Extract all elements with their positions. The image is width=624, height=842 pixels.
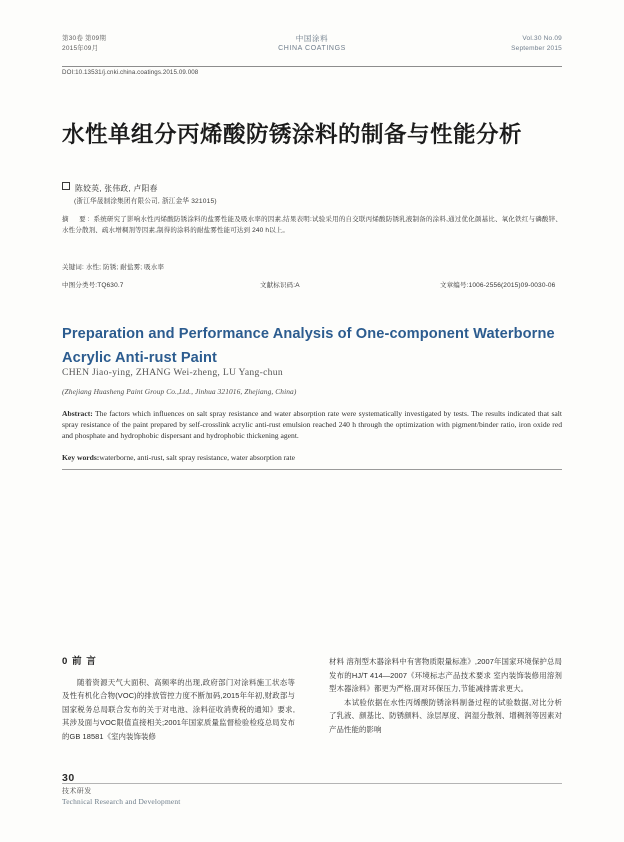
abstract-cn-label: 摘 要: — [62, 216, 92, 223]
authors-cn — [62, 182, 158, 194]
issue-date-en: September 2015 — [511, 45, 562, 52]
authors-en: CHEN Jiao-ying, ZHANG Wei-zheng, LU Yang-chun — [62, 367, 283, 378]
abstract-en-text: The factors which influences on salt spray resistance and water absorption rate were systematically investigated by tests. The results indicated that salt spray resistance of the paint prepared by self-crosslink acrylic anti-rust emulsion reached 240 h through the optimization with pigment/binder ratio, iron oxide red and phosphate and hydrophobic dispersant and hydrophobic thickening agent. — [62, 409, 562, 441]
volume-issue-en: Vol.30 No.09 — [522, 35, 562, 42]
article-id — [440, 280, 555, 289]
volume-issue: 第30卷 第09期 — [62, 35, 107, 42]
footer-label-cn: 技术研发 — [62, 788, 92, 795]
affiliation-cn: (浙江华晟制涂集团有限公司, 浙江金华 321015) — [74, 198, 217, 205]
classification-codes — [62, 280, 562, 292]
abstract-cn-text: 系统研究了影响水性丙烯酸防锈涂料的盐雾性能及吸水率的因素,结果表明:试验采用的自交联丙烯酸防锈乳液制备的涂料,通过优化颜基比、氧化铁红与磷酸锌、水性分散剂、疏水增稠剂等因素,制得的涂料的耐盐雾性能可达到 240 h以上。 — [62, 216, 562, 235]
doi-text: DOI:10.13531/j.cnki.china.coatings.2015.09.008 — [62, 69, 199, 76]
clc-label: 中图分类号: — [62, 282, 98, 289]
document-code-value: A — [295, 282, 300, 289]
body-paragraph-1: 随着资源天气大面积、高频率的出现,政府部门对涂料施工状态等及性有机化合物(VOC)的排放管控力度不断加码,2015年年初,财政部与国家税务总局联合发布的关于对电池、涂料征收消费税的通知》要求,其涉及面与VOC限值直接相关;2001年国家质量监督检验检疫总局发布的GB 18581《室内装饰装修 — [62, 677, 295, 741]
bullet-square-icon — [62, 182, 70, 190]
abstract-cn — [62, 214, 562, 237]
section-heading: 0 前 言 — [62, 656, 97, 667]
article-id-value: 1006-2556(2015)09-0030-06 — [468, 282, 556, 289]
header-divider — [62, 66, 562, 67]
keywords-en-label: Key words: — [62, 453, 100, 462]
page-footer — [62, 772, 181, 806]
keywords-en — [62, 452, 562, 463]
journal-name-en: CHINA COATINGS — [278, 45, 346, 52]
affiliation-en: (Zhejiang Huasheng Paint Group Co.,Ltd., Jinhua 321016, Zhejiang, China) — [62, 387, 297, 396]
page-title-cn: 水性单组分丙烯酸防锈涂料的制备与性能分析 — [62, 122, 523, 148]
abstract-en-label: Abstract: — [62, 409, 93, 418]
body-paragraph-3: 本试验依据在水性丙烯酸防锈涂料制备过程的试验数据,对比分析了乳液、颜基比、防锈颜料、涂层厚度、润湿分散剂、增稠剂等因素对产品性能的影响 — [329, 697, 562, 734]
body-column-left — [62, 655, 295, 744]
footer-label-en: Technical Research and Development — [62, 797, 181, 806]
journal-volume-info-en — [511, 34, 562, 54]
journal-volume-info — [62, 34, 106, 54]
clc-value: TQ630.7 — [97, 282, 124, 289]
document-code-label: 文献标识码: — [260, 282, 296, 289]
abstract-en — [62, 408, 562, 442]
journal-name — [278, 34, 346, 54]
body-columns — [62, 655, 562, 780]
keywords-cn — [62, 262, 562, 271]
page-number: 30 — [62, 772, 75, 784]
keywords-cn-text: 水性; 防锈; 耐盐雾; 吸水率 — [85, 264, 165, 271]
article-id-label: 文章编号: — [440, 282, 469, 289]
journal-name-cn: 中国涂料 — [295, 34, 329, 43]
page-title-en: Preparation and Performance Analysis of One-component Waterborne Acrylic Anti-rust Paint — [62, 326, 555, 367]
body-column-right — [329, 655, 562, 737]
issue-date-cn: 2015年09月 — [62, 45, 99, 52]
page-header — [62, 34, 562, 68]
authors-cn-text: 陈姣英, 张伟政, 卢阳春 — [75, 184, 158, 193]
keywords-en-text: waterborne, anti-rust, salt spray resistance, water absorption rate — [99, 453, 296, 462]
document-code — [260, 280, 300, 289]
body-paragraph-2: 材料 溶剂型木器涂料中有害物质限量标准》,2007年国家环境保护总局发布的HJ/T 414—2007《环境标志产品技术要求 室内装饰装修用溶剂型木器涂料》都更为严格,面对环保压力,节能减排需求更大。 — [329, 657, 562, 694]
clc-code — [62, 280, 124, 289]
keywords-cn-label: 关键词: — [62, 264, 84, 271]
abstract-divider — [62, 469, 562, 470]
